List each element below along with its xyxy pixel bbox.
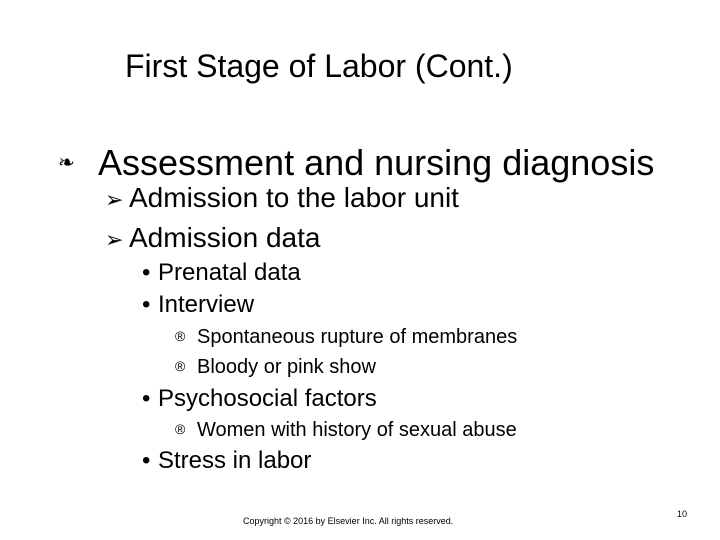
sub-bullet-abuse — [175, 417, 517, 444]
sub-bullet-rupture — [175, 324, 517, 351]
sub-bullet-text: Women with history of sexual abuse — [197, 419, 517, 441]
copyright-footer: Copyright © 2016 by Elsevier Inc. All rights reserved. — [243, 516, 454, 526]
page-number: 10 — [677, 509, 688, 519]
dot-bullet-icon: • — [142, 259, 151, 286]
dot-bullet-icon: • — [142, 291, 151, 318]
bullet-text: Psychosocial factors — [158, 385, 377, 412]
circled-bullet-icon: ® — [175, 358, 186, 374]
bullet-stress — [142, 446, 311, 476]
sub-bullet-show — [175, 354, 376, 381]
bullet-text: Interview — [158, 291, 255, 318]
bullet-text: Stress in labor — [158, 447, 312, 474]
ornament-bullet-icon: ❧ — [58, 152, 75, 174]
bullet-text: Admission to the labor unit — [129, 182, 459, 213]
bullet-psychosocial — [142, 384, 377, 414]
heading-text: Assessment and nursing diagnosis — [98, 142, 655, 183]
bullet-text: Admission data — [129, 222, 321, 253]
circled-bullet-icon: ® — [175, 421, 186, 437]
bullet-text: Prenatal data — [158, 259, 301, 286]
bullet-interview — [142, 290, 254, 320]
arrowhead-bullet-icon: ➢ — [105, 227, 124, 252]
bullet-admission-unit — [105, 181, 459, 217]
bullet-prenatal-data — [142, 258, 301, 288]
bullet-admission-data — [105, 221, 320, 257]
circled-bullet-icon: ® — [175, 328, 186, 344]
dot-bullet-icon: • — [142, 447, 151, 474]
arrowhead-bullet-icon: ➢ — [105, 187, 124, 212]
dot-bullet-icon: • — [142, 385, 151, 412]
sub-bullet-text: Spontaneous rupture of membranes — [197, 326, 518, 348]
slide-title: First Stage of Labor (Cont.) — [125, 48, 513, 84]
sub-bullet-text: Bloody or pink show — [197, 356, 376, 378]
